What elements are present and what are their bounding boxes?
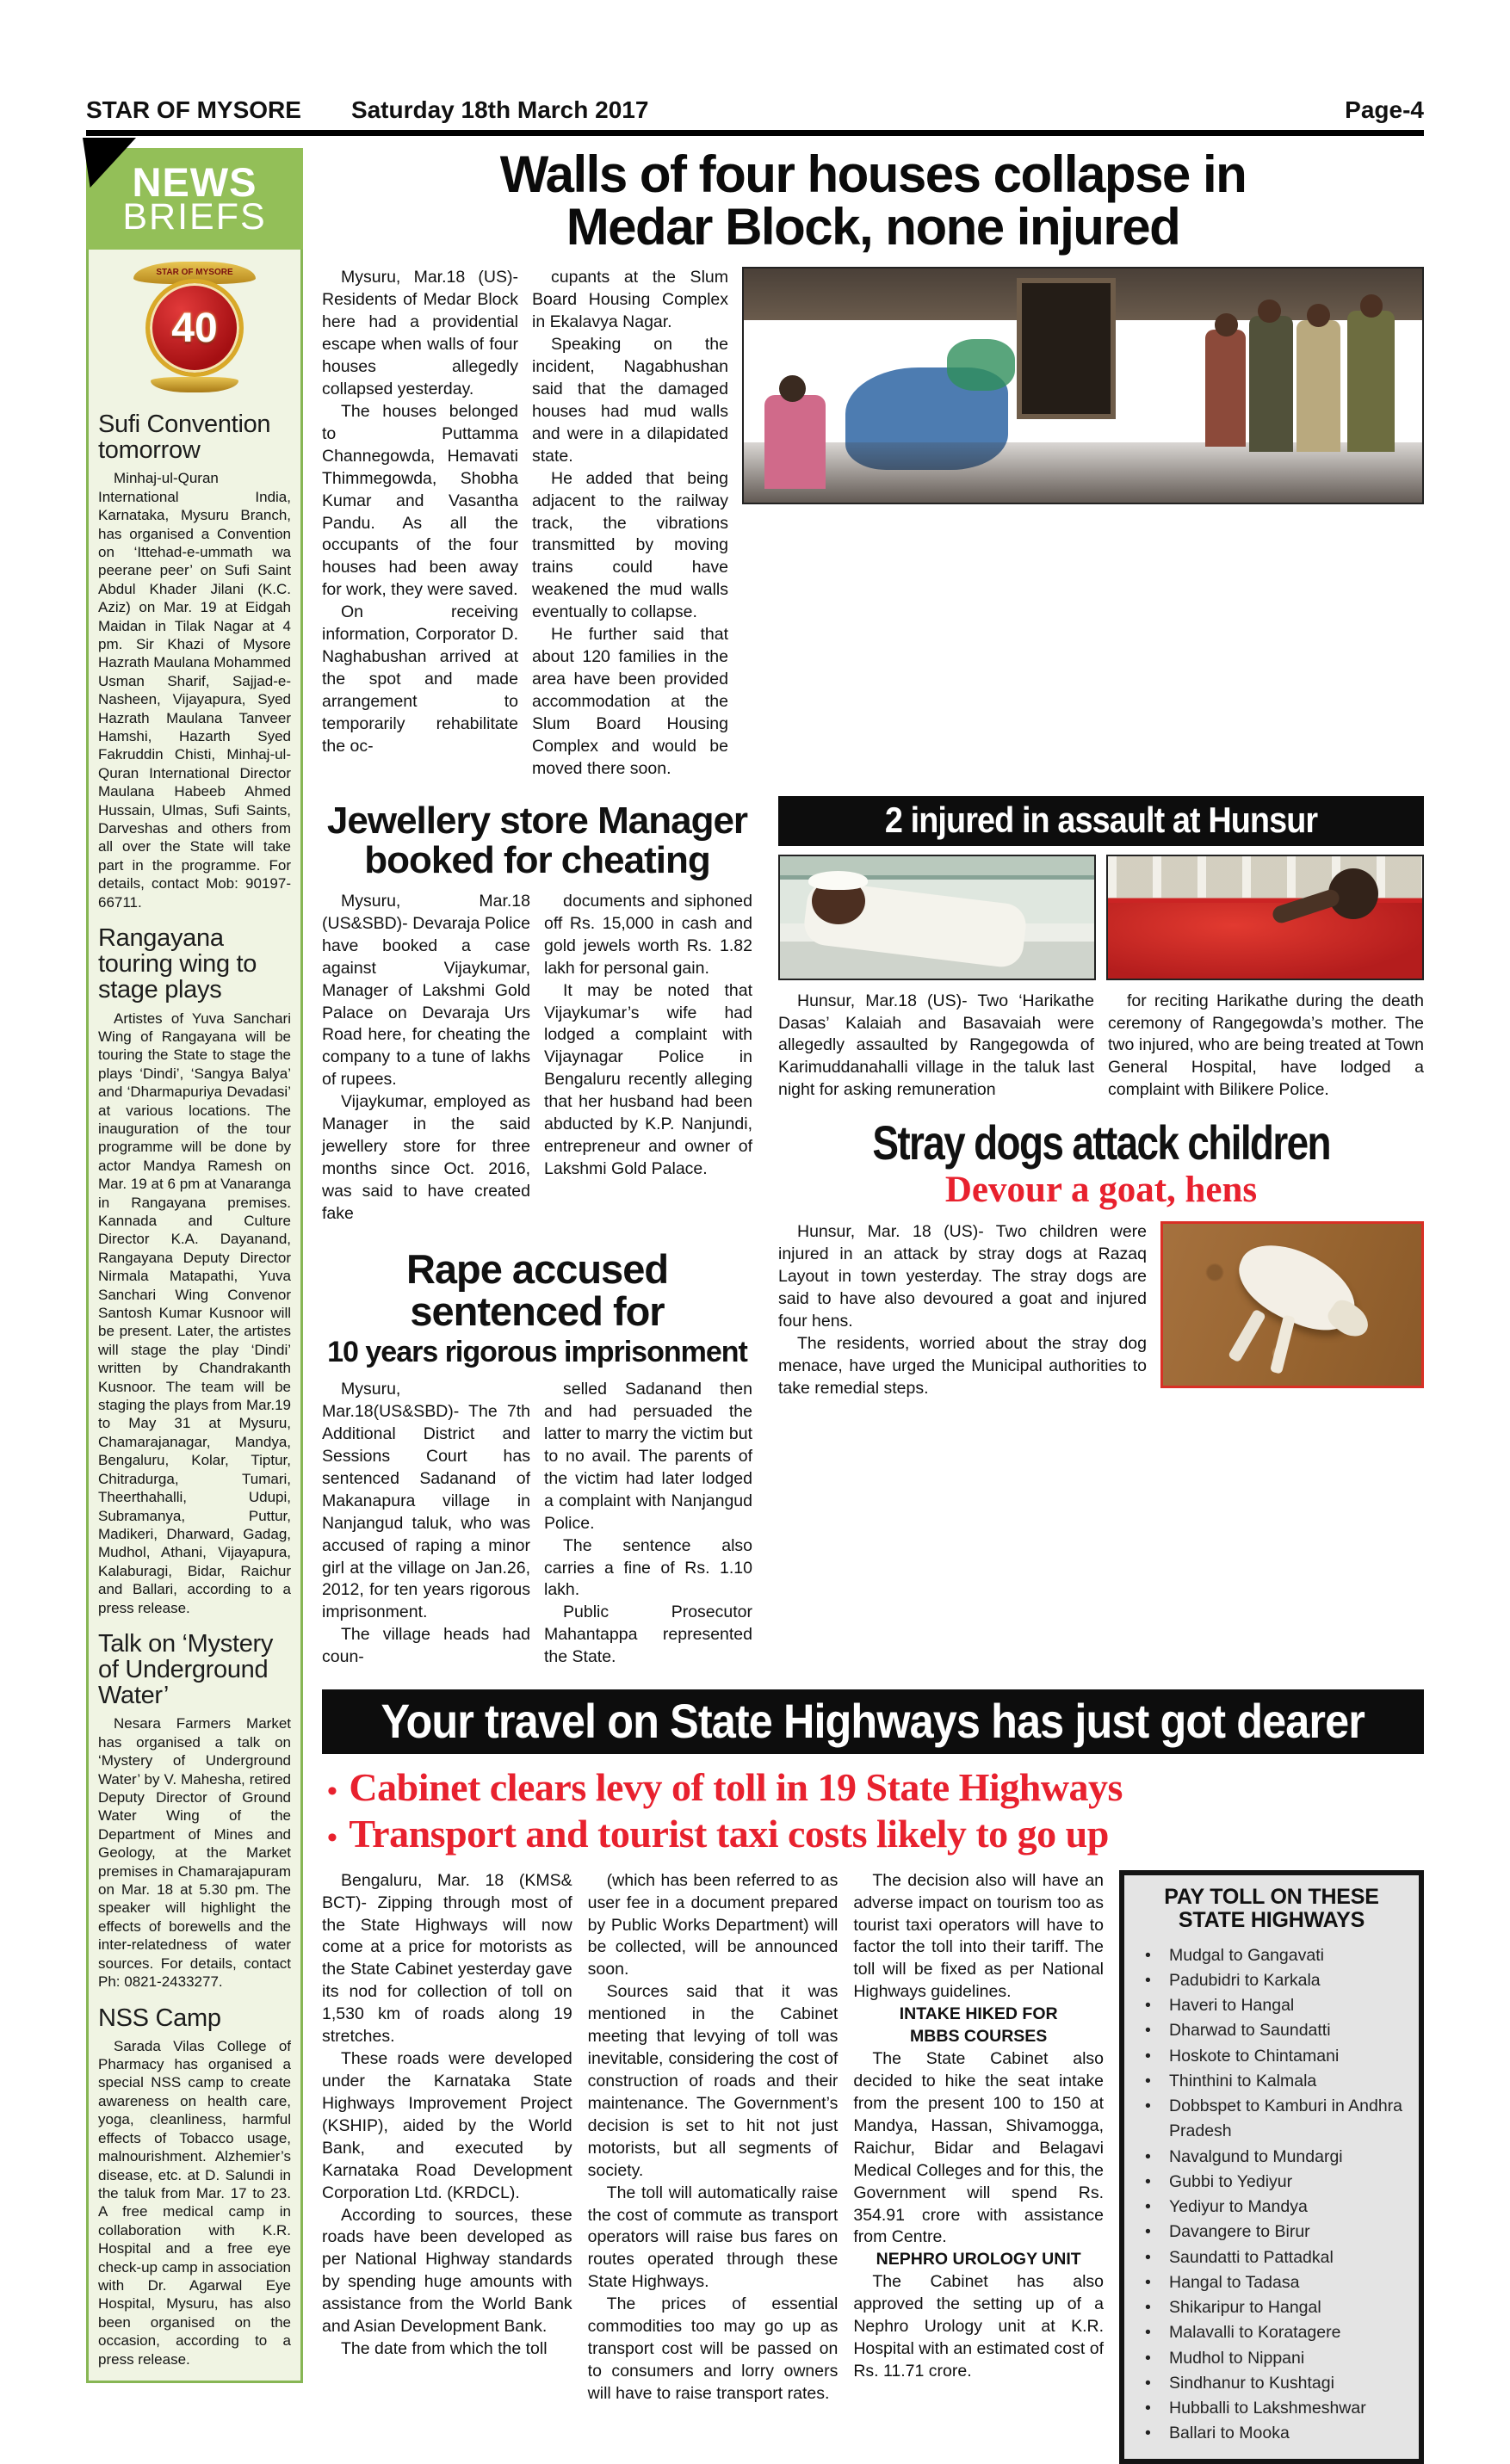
toll-route-item: • Hoskote to Chintamani [1135,2044,1408,2069]
paragraph: MBBS COURSES [910,2027,1048,2047]
paragraph: It may be noted that Vijaykumar’s wife had lodged a complaint with Vijaynagar Police in Bengaluru recently alleging that her husband had been abducted by K.P. Nanjundi, entrepreneur and owner of Lakshmi Gold Palace. [544,980,752,1179]
photo-detail [1307,304,1330,327]
page-number: Page-4 [1345,96,1424,123]
logo-badge [145,279,244,377]
masthead [86,96,1424,136]
paragraph: (which has been referred to as user fee in a document prepared by Public Works Department) will be collected, will be announced soon. [587,1870,839,1979]
paragraph: The decision also will have an adverse impact on tourism too as tourist taxi operators will have to factor the toll into their tariff. The toll will be fixed as per National Highways guidelines. [853,1870,1105,2002]
paragraph: Hunsur, Mar. 18 (US)- Two children were injured in an attack by stray dogs at Razaq Layout in town yesterday. The stray dogs are said to have also devoured a goat and injured four hens. [778,1222,1147,1331]
news-briefs-body [86,250,303,2383]
assault-column-2 [1108,991,1424,1102]
stray-dogs-subhead: Devour a goat, hens [944,1170,1258,1211]
toll-route-item: • Mudgal to Gangavati [1135,1943,1408,1968]
photo-detail [1296,320,1340,451]
rape-column-1 [322,1379,530,1669]
pay-toll-box-title [1135,1886,1408,1933]
paragraph: Mysuru, Mar.18(US&SBD)- The 7th Additional District and Sessions Court has sentenced Sadanand of Makanapura village in Nanjangud taluk, who was accused of raping a minor girl at the village on Jan.26, 2012, for ten years rigorous imprisonment. [322,1380,530,1622]
toll-banner [322,1689,1424,1754]
brief-list [98,411,291,2368]
corner-triangle-icon [83,138,136,188]
star-of-mysore-40th-logo [121,262,268,398]
photo-detail [1022,283,1110,414]
jewellery-column-1 [322,891,530,1226]
rape-column-2 [544,1379,752,1669]
brief-body: Minhaj-ul-Quran International India, Karnataka, Mysuru Branch, has organised a Convention on ‘Ittehad-e-ummath wa peerane peer’ on Sufi Saint Abdul Khader Jilani (K.C. Aziz) on Mar. 19 at Eidgah Maidan in Tilak Nagar at 4 pm. Sir Khazi of Mysore Hazrath Maulana Mohammed Usman Sharif, Sajjad-e-Nasheen, Vijayapura, Syed Hazrath Maulana Tanveer Hamshi, Hazarth Syed Fakruddin Chisti, Minhaj-ul-Quran International Director Maulana Habeeb Ahmed Hussain, Ulmas, Sufi Saints, Darveshas and others from all over the State will take part in the programme. For details, contact Mob: 90197-66711. [98,470,291,911]
paragraph: selled Sadanand then and had persuaded the latter to marry the victim but to no avail. The parents of the victim had later lodged a complaint with Nanjangud Police. [544,1380,752,1533]
photo-detail [1205,330,1246,447]
paragraph: Speaking on the incident, Nagabhushan said that the damaged houses had mud walls and were in a dilapidated state. [532,335,728,466]
paragraph: cupants at the Slum Board Housing Complex in Ekalavya Nagar. [532,268,728,332]
photo-detail [764,395,826,489]
toll-bullet: • Cabinet clears levy of toll in 19 State Highways [322,1764,1424,1811]
news-briefs-title-line2: BRIEFS [122,195,267,238]
walls-headline-line1: Walls of four houses collapse in [499,145,1247,203]
photo-detail [1347,311,1395,451]
paper-title: STAR OF MYSORE [86,96,301,123]
toll-column-3 [853,1870,1104,2464]
logo-number: 40 [171,305,218,351]
brief-item [98,2005,291,2368]
paragraph: documents and siphoned off Rs. 15,000 in cash and gold jewels worth Rs. 1.82 lakh for personal gain. [544,891,752,978]
toll-route-item: • Yediyur to Mandya [1135,2195,1408,2220]
paragraph: The houses belonged to Puttamma Channegowda, Hemavati Thimmegowda, Shobha Kumar and Vasantha Pandu. As all the occupants of the four houses had been away for work, they were saved. [322,401,518,600]
rape-headline: Rape accused sentenced for [405,1245,669,1335]
pay-toll-title-line2: STATE HIGHWAYS [1178,1908,1365,1933]
news-briefs-header [86,148,303,250]
photo-injured-patient-1 [778,855,1096,980]
paragraph: for reciting Harikathe during the death ceremony of Rangegowda’s mother. The two injured, who are being treated at Town General Hospital, have lodged a complaint with Bilikere Police. [1108,991,1424,1100]
toll-route-list [1135,1943,1408,2447]
toll-route-item: • Dobbspet to Kamburi in Andhra Pradesh [1135,2094,1408,2145]
logo-ribbon-bottom [151,377,238,392]
brief-item [98,925,291,1617]
photo-injured-patient-2 [1106,855,1424,980]
brief-body: Sarada Vilas College of Pharmacy has organised a special NSS camp to create awareness on health care, yoga, cleanliness, harmful effects of Tobacco usage, malnourishment. Alzhemier’s disease, etc. at D. Salundi in the taluk from Mar. 17 to 23. A free medical camp in collaboration with K.R. Hospital and a free eye check-up camp in association with Dr. Agarwal Eye Hospital, Mysuru, has also been organised on the occasion, according to a press release. [98,2037,291,2368]
photo-detail [1360,294,1383,318]
photo-detail [1270,1314,1295,1374]
paragraph: The village heads had coun- [322,1625,530,1667]
paragraph: The prices of essential commodities too may go up as transport cost will be passed on to consumers and lorry owners will have to raise transport rates. [587,2294,839,2403]
paragraph: Sources said that it was mentioned in the Cabinet meeting that levying of toll was inevitable, considering the cost of construction of roads and their maintenance. The Government’s decision is set to hit not just motorists, but all segments of society. [587,1982,839,2180]
photo-dead-goat [1160,1221,1424,1388]
toll-route-item: • Mudhol to Nippani [1135,2346,1408,2371]
paragraph: The State Cabinet also decided to hike the seat intake from the present 100 to 150 at Mandya, Hassan, Shivamogga, Raichur, Bidar and Belagavi Medical Colleges and for this, the Government will spend Rs. 354.91 crore with assistance from Centre. [853,2049,1105,2247]
logo-ribbon: STAR OF MYSORE [133,262,256,284]
toll-route-item: • Hangal to Tadasa [1135,2270,1408,2295]
photo-detail [1258,300,1281,323]
paragraph: The date from which the toll [341,2339,548,2359]
toll-route-item: • Thinthini to Kalmala [1135,2069,1408,2094]
paragraph: He added that being adjacent to the railway track, the vibrations transmitted by moving trains could have weakened the mud walls eventually to collapse. [532,468,728,622]
walls-column-2 [532,267,728,780]
toll-route-item: • Navalgund to Mundargi [1135,2145,1408,2170]
photo-collapsed-houses [742,267,1424,504]
stray-dogs-headline-text: Stray dogs attack children [872,1115,1330,1170]
jewellery-headline-line1: Jewellery store Manager [326,799,748,842]
photo-detail [1249,316,1293,452]
paragraph: The Cabinet has also approved the setting up of a Nephro Urology unit at K.R. Hospital with an estimated cost of Rs. 11.71 crore. [853,2272,1105,2381]
brief-item [98,1631,291,1992]
issue-date: Saturday 18th March 2017 [350,96,649,123]
paragraph: Mysuru, Mar.18 (US&SBD)- Devaraja Police have booked a case against Vijaykumar, Manager of Lakshmi Gold Palace on Devaraja Urs Road here, for cheating the company to a tune of lakhs of rupees. [322,891,530,1090]
assault-banner-text: 2 injured in assault at Hunsur [884,799,1318,840]
toll-route-item: • Dharwad to Saundatti [1135,2018,1408,2043]
photo-detail [1228,1309,1266,1363]
paragraph: Bengaluru, Mar. 18 (KMS& BCT)- Zipping through most of the State Highways will now come at a price for motorists as the State Cabinet yesterday gave its nod for collection of toll on 1,530 km of roads along 19 stretches. [322,1870,572,2047]
toll-route-item: • Haveri to Hangal [1135,1993,1408,2018]
toll-banner-text: Your travel on State Highways has just got dearer [381,1694,1365,1749]
paragraph: Vijaykumar, employed as Manager in the said jewellery store for three months since Oct. 2016, was said to have created fake [322,1092,530,1223]
assault-column-1 [778,991,1094,1102]
news-briefs-title-line1: NEWS [132,158,257,205]
paragraph: According to sources, these roads have been developed as per National Highway standards by spending huge amounts with assistance from the World Bank and Asian Development Bank. [322,2205,572,2337]
brief-item [98,411,291,911]
toll-route-item: • Saundatti to Pattadkal [1135,2245,1408,2270]
photo-detail [1108,903,1422,979]
toll-route-item: • Gubbi to Yediyur [1135,2170,1408,2195]
brief-heading: Sufi Convention tomorrow [98,411,271,465]
toll-route-item: • Padubidri to Karkala [1135,1968,1408,1993]
brief-body: Artistes of Yuva Sanchari Wing of Rangayana will be touring the State to stage the plays ‘Dindi’, ‘Sangya Balya’ and ‘Dharmapuriya Devadasi’ at various locations. The inauguration of the tour programme will be done by actor Mandya Ramesh on Mar. 19 at 6 pm at Vanaranga in Rangayana premises. Kannada and Culture Director K.A. Dayanand, Rangayana Deputy Director Nirmala Matapathi, Yuva Sanchari Wing Convenor Santosh Kumar Kusnoor will be present. Later, the artistes will stage the play ‘Dindi’ written by Chandrakanth Kusnoor. The team will be staging the plays from Mar.19 to May 31 at Mysuru, Chamarajanagar, Mandya, Bengaluru, Kolar, Tiptur, Chitradurga, Tumari, Theerthahalli, Udupi, Subramanya, Puttur, Madikeri, Dharward, Gadag, Mudhol, Athani, Vijayapura, Kalaburagi, Bidar, Raichur and Ballari, according to a press release. [98,1010,291,1616]
toll-bullet-list [322,1764,1424,1858]
paragraph: Hunsur, Mar.18 (US)- Two ‘Harikathe Dasas’ Kalaiah and Basavaiah were allegedly assaulted by Rangegowda of Karimuddanahalli village in the taluk last night for asking remuneration [778,991,1094,1100]
paragraph: Mysuru, Mar.18 (US)- Residents of Medar Block here had a providential escape when walls of four houses allegedly collapsed yesterday. [322,268,518,398]
paragraph: Public Prosecutor Mahantappa represented the State. [544,1603,752,1667]
paragraph: NEPHRO UROLOGY UNIT [876,2250,1081,2269]
pay-toll-title-line1: PAY TOLL ON THESE [1164,1884,1379,1909]
toll-route-item: • Ballari to Mooka [1135,2421,1408,2446]
photo-detail [947,339,1015,391]
pay-toll-box [1119,1870,1424,2464]
jewellery-headline-line2: booked for cheating [364,838,710,881]
brief-heading: Rangayana touring wing to stage plays [98,924,257,1004]
toll-route-item: • Shikaripur to Hangal [1135,2295,1408,2320]
paragraph: The sentence also carries a fine of Rs. 1.10 lakh. [544,1535,752,1600]
jewellery-headline [322,801,752,880]
paragraph: These roads were developed under the Karnataka State Highways Improvement Project (KSHIP), aided by the World Bank, and executed by Karnataka Road Development Corporation Ltd. (KRDCL). [322,2049,572,2202]
walls-headline [322,145,1424,256]
paragraph: The residents, worried about the stray dog menace, have urged the Municipal authorities to take remedial steps. [778,1333,1147,1398]
toll-bullet: • Transport and tourist taxi costs likely to go up [322,1811,1424,1857]
brief-heading: Talk on ‘Mystery of Underground Water’ [98,1629,274,1710]
toll-route-item: • Sindhanur to Kushtagi [1135,2371,1408,2396]
paragraph: The toll will automatically raise the cost of commute as transport operators will raise bus fares on routes operated through these State Highways. [587,2183,839,2292]
walls-headline-line2: Medar Block, none injured [566,198,1180,256]
toll-route-item: • Hubballi to Lakshmeshwar [1135,2396,1408,2421]
photo-detail [808,871,868,891]
walls-column-1 [322,267,518,780]
photo-detail [1215,313,1238,337]
stray-dogs-headline [778,1115,1424,1170]
toll-column-2 [588,1870,839,2464]
brief-heading: NSS Camp [98,2004,221,2032]
paragraph: On receiving information, Corporator D. Naghabushan arrived at the spot and made arrangement to temporarily rehabilitate the oc- [322,602,518,756]
paragraph: INTAKE HIKED FOR [899,2004,1058,2024]
paragraph: He further said that about 120 families in the area have been provided accommodation at the Slum Board Housing Complex and would be moved there soon. [532,625,728,778]
stray-dogs-column [778,1221,1147,1399]
news-briefs-sidebar [86,148,303,2464]
assault-banner [778,796,1424,846]
rape-subheadline: 10 years rigorous imprisonment [327,1336,747,1369]
toll-route-item: • Malavalli to Koratagere [1135,2320,1408,2345]
brief-body: Nesara Farmers Market has organised a talk on ‘Mystery of Underground Water’ by V. Mahesha, retired Deputy Director of Ground Water Wing of the Department of Mines and Geology, at the Market premises in Chamarajapuram on Mar. 18 at 5.30 pm. The speaker will highlight the effects of borewells and the inter-relatedness of water sources. For details, contact Ph: 0821-2433277. [98,1715,291,1991]
toll-column-1 [322,1870,572,2464]
toll-route-item: • Davangere to Birur [1135,2220,1408,2245]
jewellery-column-2 [544,891,752,1226]
